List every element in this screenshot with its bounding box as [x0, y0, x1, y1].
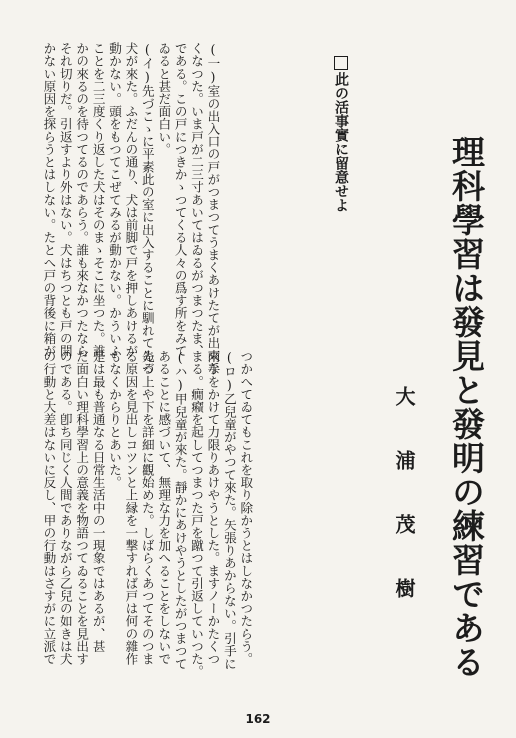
text-column: それ切りだ。引返すより外はない。犬はちつとも戸の開: [57, 42, 73, 357]
text-column: かの來るのを待つてるのであらう。誰も來なかつたなら: [74, 42, 90, 357]
text-column: ことを二三度くり返した犬はそのまゝそこに坐つた。誰: [90, 42, 106, 357]
text-column: である。この戸につきかゝつてくる人々の爲す所をみて: [172, 42, 188, 357]
text-column: のである。卽ち同じく人間でありながら乙兒の如きは犬: [57, 350, 73, 665]
section-heading: [331, 56, 351, 212]
text-column: 先づ上や下を詳細に觀始めた。しばらくあつてそのつま: [139, 350, 155, 665]
square-marker-icon: [334, 56, 348, 70]
text-column: だ面白い理科學習上の意義を物語つてゐることを見出す: [74, 350, 90, 665]
author-name: 大 浦 茂 樹: [392, 386, 416, 610]
upper-text-block: [40, 42, 220, 374]
text-column: (ロ)乙兒童がやつて來た。矢張りあからない。引手に: [221, 350, 237, 670]
text-column: (一)室の出入口の戸がつまつてうまくあけたてが出來な: [205, 42, 221, 375]
text-column: (ハ)甲兒童が來た。靜かにあけやうとしたがつまつて: [172, 350, 188, 670]
text-column: 動かない。頭をもつてこぜてみるが動かない。かういふ: [107, 42, 123, 357]
text-column: 是は最も普通なる日常生活中の一現象ではあるが、甚: [90, 350, 106, 653]
text-column: つかへてゐてもこれを取り除かうとはしなかつたらう。: [238, 350, 254, 665]
text-column: の行動と大差はないに反し、甲の行動はさすがに立派で: [41, 350, 57, 665]
text-column: あることに感づいて、無理な力を加へることをしないで: [156, 350, 172, 665]
text-column: ゐると甚だ面白い。: [156, 42, 172, 156]
text-column: る原因を見出しコツンと上縁を一撃すれば戸は何の雜作: [123, 350, 139, 665]
text-column: 兩手をかけて力限りあけやうとした。ますノーかたくつ: [205, 350, 221, 665]
text-column: 犬が來た。ふだんの通り、犬は前脚で戸を押しあけるが: [123, 42, 139, 357]
page-number: 162: [245, 712, 271, 726]
text-column: くなつた。いま戸が二三寸あいてはゐるがつまつたま、: [189, 42, 205, 357]
text-column: まる。癇癪を起してつまつた戸を蹴つて引返していつた。: [189, 350, 205, 678]
lower-text-block: [40, 350, 253, 678]
text-column: もなくからりとあいた。: [107, 350, 123, 489]
text-column: かない原因を探らうとはしない。たとへ戸の背後に箱が: [41, 42, 57, 357]
article-title: 理科學習は發見と發明の練習である: [447, 135, 486, 679]
section-heading-text: 此の活事實に留意せよ: [333, 72, 349, 212]
text-column: (イ)先づこゝに平素此の室に出入することに馴れてゐる: [139, 42, 155, 375]
